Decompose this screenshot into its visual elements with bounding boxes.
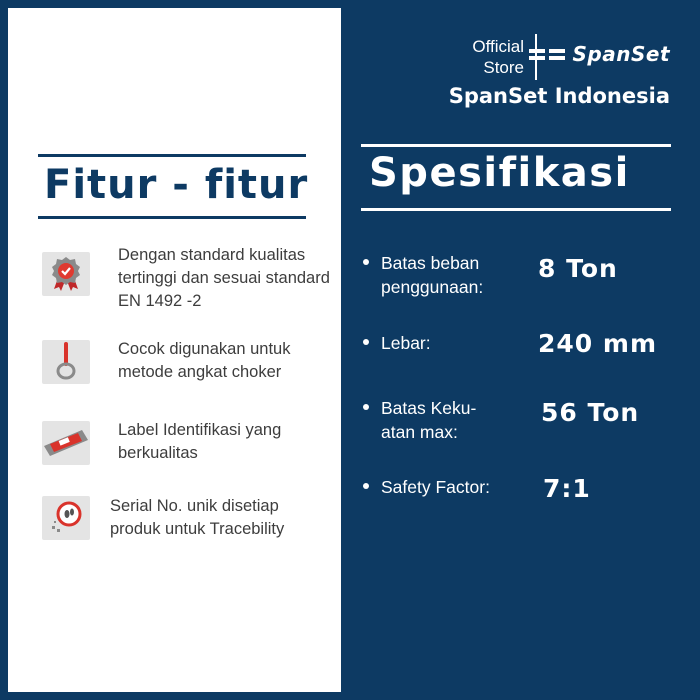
spec-label: Lebar: bbox=[381, 333, 431, 353]
feature-text-label: Label Identifikasi yang berkualitas bbox=[118, 421, 282, 462]
award-badge-icon bbox=[42, 252, 90, 296]
logo-bars-icon bbox=[529, 46, 565, 63]
feature-text-quality: Dengan standard kualitas tertinggi dan sesuai standard EN 1492 -2 bbox=[118, 246, 330, 310]
heading-rule-bottom bbox=[38, 216, 306, 219]
feature-text-choker: Cocok digunakan untuk metode angkat choker bbox=[118, 340, 291, 381]
spec-rule-top bbox=[361, 144, 671, 147]
spec-rule-bottom bbox=[361, 208, 671, 211]
heading-rule-top bbox=[38, 154, 306, 157]
choker-sling-icon bbox=[42, 340, 90, 384]
logo-text: SpanSet bbox=[572, 42, 670, 66]
traceability-icon bbox=[42, 496, 90, 540]
features-title: Fitur - fitur bbox=[44, 162, 309, 208]
feature-item-choker bbox=[42, 340, 290, 384]
spec-value: 7:1 bbox=[543, 474, 591, 503]
spec-value: 240 mm bbox=[538, 329, 657, 358]
feature-item-quality bbox=[42, 246, 330, 313]
brand-header bbox=[410, 30, 670, 120]
spec-label: Batas beban penggunaan: bbox=[381, 253, 484, 297]
spec-label: Batas Keku- atan max: bbox=[381, 398, 477, 442]
bullet-icon bbox=[363, 339, 369, 345]
feature-item-serial bbox=[42, 496, 284, 541]
store-name: SpanSet Indonesia bbox=[448, 84, 670, 108]
bullet-icon bbox=[363, 259, 369, 265]
specifications-panel bbox=[341, 0, 700, 700]
specs-title: Spesifikasi bbox=[369, 150, 630, 196]
features-panel bbox=[8, 8, 341, 692]
label-tag-icon bbox=[42, 421, 90, 465]
spec-label: Safety Factor: bbox=[381, 477, 490, 497]
spec-value: 56 Ton bbox=[541, 398, 640, 427]
bullet-icon bbox=[363, 404, 369, 410]
official-store-label: Official Store bbox=[472, 37, 524, 77]
feature-item-label bbox=[42, 421, 281, 465]
feature-text-serial: Serial No. unik disetiap produk untuk Tracebility bbox=[110, 497, 285, 538]
bullet-icon bbox=[363, 483, 369, 489]
spanset-logo bbox=[529, 42, 670, 66]
spec-value: 8 Ton bbox=[538, 254, 618, 283]
